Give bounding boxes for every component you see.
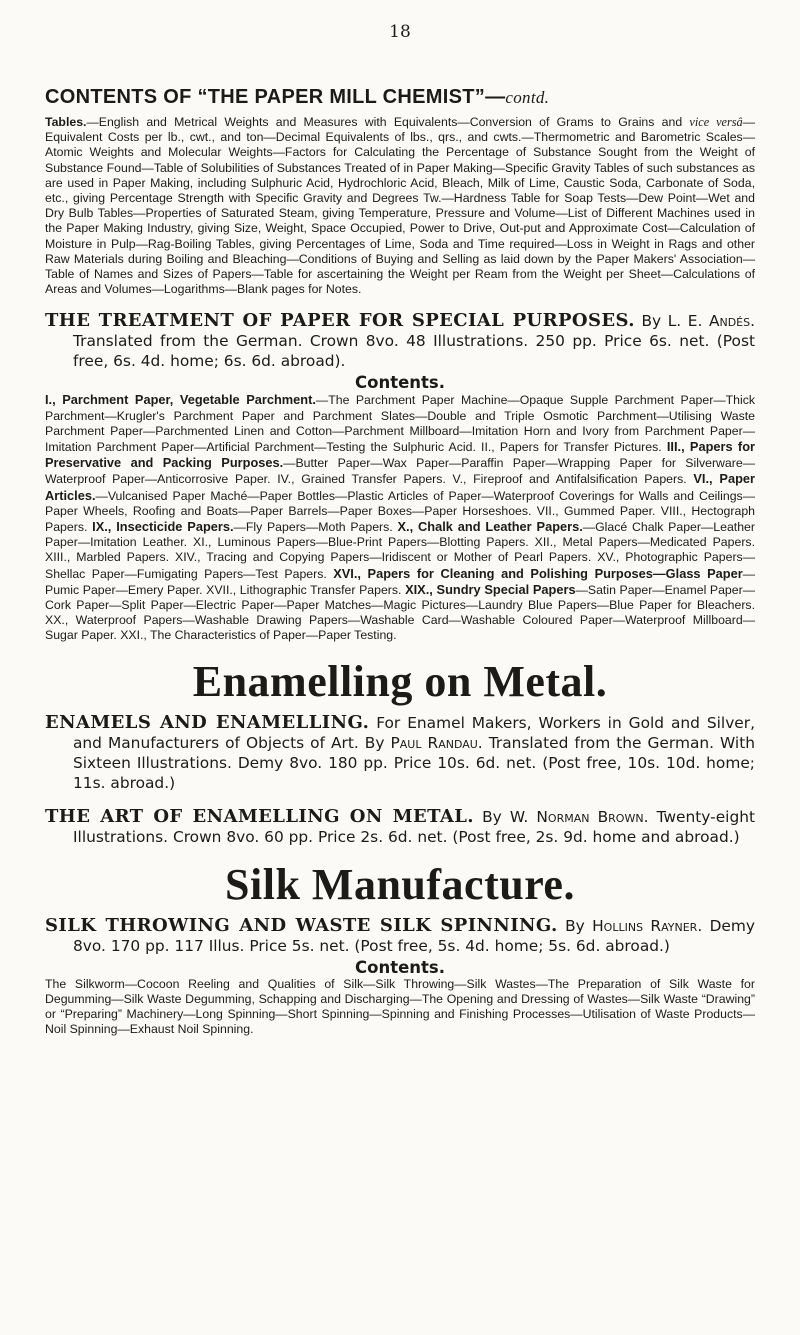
- contents-head: IX., Insecticide Papers.: [92, 519, 234, 535]
- contents-body: —Butter Paper—Wax Paper—Paraffin Paper—Wrapping Paper for Silverware—Waterproof Paper—Anticorrosive Paper. IV., Grained Transfer Papers. V., Fireproof and Antifalsification Papers.: [45, 456, 756, 487]
- contents-body: —Vulcanised Paper Maché—Paper Bottles—Plastic Articles of Paper—Waterproof Coverings for Walls and Ceilings—Paper Wheels, Roofing and Boats—Paper Barrels—Paper Boxes—Paper Horseshoes. VII., Gummed Paper. VIII., Hectograph Papers.: [45, 488, 755, 535]
- book-by: By L. E.: [634, 312, 709, 331]
- book-art-of-enamelling: [45, 807, 755, 847]
- contents-label: Contents.: [355, 957, 445, 977]
- contents-body: II., Papers for Transfer Pictures.: [481, 440, 667, 455]
- contents-heading: [45, 86, 755, 109]
- book-text-b: Twenty-eight Illustrations. Crown 8vo. 60 pp. Price 2s. 6d. net. (Post free, 2s. 9d. home and abroad.): [73, 807, 755, 846]
- book-text-b: Translated from the German. With Sixteen Illustrations. Demy 8vo. 180 pp. Price 10s. 6d. net. (Post free, 10s. 10d. home; 11s. abroad.): [73, 733, 755, 792]
- tables-paragraph: [45, 115, 755, 297]
- book-text-b: Demy 8vo. 170 pp. 117 Illus. Price 5s. net. (Post free, 5s. 4d. home; 5s. 6d. abroad.): [73, 916, 755, 955]
- contents-head: X., Chalk and Leather Papers.: [397, 519, 583, 535]
- book-details: Translated from the German. Crown 8vo. 48 Illustrations. 250 pp. Price 6s. net. (Post free, 6s. 4d. home; 6s. 6d. abroad).: [73, 332, 755, 371]
- silk-contents-paragraph: The Silkworm—Cocoon Reeling and Qualities of Silk—Silk Throwing—Silk Wastes—The Preparation of Silk Waste for Degumming—Silk Waste Degumming, Schapping and Discharging—The Opening and Dressing of Wastes—Silk Waste “Drawing” or “Preparing” Machinery—Long Spinning—Short Spinning—Spinning and Finishing Processes—Utilisation of Waste Products—Noil Spinning—Exhaust Noil Spinning.: [45, 976, 755, 1037]
- book-author: Norman Brown.: [536, 807, 649, 826]
- book-author: Andés.: [708, 312, 755, 331]
- book-author: Paul Randau.: [390, 733, 483, 752]
- book-author: Hollins Rayner.: [592, 916, 703, 935]
- contents-body: —Glacé Chalk Paper—Leather Paper—Imitation Leather. XI., Luminous Papers—Blue-Print Papers—Blotting Papers. XII., Metal Papers—Medicated Papers. XIII., Marbled Papers. XIV., Tracing and Copying Papers—Iridiscent or Mother of Pearl Papers. XV., Photographic Papers—Shellac Paper—Fumigating Papers—Test Papers.: [45, 520, 755, 581]
- contents-head: III., Papers for Preservative and Packing Purposes.: [45, 439, 755, 471]
- tables-italic: vice versâ: [689, 115, 743, 129]
- book-text-a: By W.: [473, 807, 537, 826]
- tables-label: Tables.: [45, 115, 87, 129]
- page-number: 18: [389, 22, 411, 42]
- contents-heading-contd: contd.: [505, 88, 550, 107]
- contents-body: —The Parchment Paper Machine—Opaque Supple Parchment Paper—Thick Parchment—Krugler's Parchment Paper and Parchment Slates—Double and Triple Osmotic Parchment—Utilising Waste Parchment Paper—Parchmented Linen and Cotton—Parchment Millboard—Imitation Horn and Ivory from Parchment Paper—Imitation Parchment Paper—Artificial Parchment—Testing the Sulphuric Acid.: [45, 393, 755, 455]
- book-title: THE TREATMENT OF PAPER FOR SPECIAL PURPOSES.: [45, 310, 635, 332]
- book-text-a: By: [557, 916, 593, 935]
- book-title: SILK THROWING AND WASTE SILK SPINNING.: [45, 914, 558, 936]
- book-enamels-and-enamelling: [45, 713, 755, 793]
- contents-head: VI., Paper Articles.: [45, 471, 755, 503]
- contents-label: Contents.: [355, 373, 445, 393]
- section-title-silk: Silk Manufacture.: [225, 859, 575, 909]
- tables-text-b: —Equivalent Costs per lb., cwt., and ton—Decimal Equivalents of lbs., qrs., and cwts.—Thermometric and Barometric Scales—Atomic Weights and Molecular Weights—Factors for Calculating the Percentage of Substance Sought from the Weight of Substance Found—Table of Solubilities of Substances Treated of in Paper Making—Specific Gravity Tables of such substances as are used in Paper Making, including Sulphuric Acid, Hydrochloric Acid, Bleach, Milk of Lime, Caustic Soda, Carbonate of Soda, etc., giving Percentage Strength with Specific Gravity and Degrees Tw.—Hardness Table for Soap Tests—Dew Point—Wet and Dry Bulb Tables—Properties of Saturated Steam, giving Temperature, Pressure and Volume—List of Different Machines used in the Paper Making Industry, giving Size, Weight, Space Occupied, Power to Drive, Out-put and Approximate Cost—Calculation of Moisture in Pulp—Rag-Boiling Tables, giving Percentages of Lime, Soda and Time required—Loss in Weight in Rags and other Raw Materials during Boiling and Bleaching—Conditions of Buying and Selling as laid down by the Paper Makers' Association—Table of Names and Sizes of Papers—Table for ascertaining the Weight per Ream from the Weight per Sheet—Calculations of Areas and Volumes—Logarithms—Blank pages for Notes.: [45, 115, 755, 297]
- book-silk-throwing: [45, 916, 755, 956]
- section-title-enamelling: Enamelling on Metal.: [192, 656, 608, 706]
- contents-heading-title: CONTENTS OF “THE PAPER MILL CHEMIST”—: [45, 86, 506, 108]
- book-title: ENAMELS AND ENAMELLING.: [45, 711, 370, 733]
- treatment-contents-paragraph: [45, 392, 755, 643]
- tables-text-a: —English and Metrical Weights and Measures with Equivalents—Conversion of Grams to Grains and: [86, 115, 690, 129]
- contents-head: XIX., Sundry Special Papers: [405, 581, 576, 597]
- contents-head: XVI., Papers for Cleaning and Polishing Purposes—Glass Paper: [333, 565, 743, 581]
- book-text-a: For Enamel Makers, Workers in Gold and Silver, and Manufacturers of Objects of Art. By: [73, 713, 755, 752]
- contents-body: —Pumic Paper—Emery Paper. XVII., Lithographic Transfer Papers.: [45, 566, 755, 597]
- contents-head: I., Parchment Paper, Vegetable Parchment.: [45, 392, 316, 408]
- book-treatment-of-paper: [45, 311, 755, 371]
- book-title: THE ART OF ENAMELLING ON METAL.: [45, 805, 474, 827]
- contents-body: —Satin Paper—Enamel Paper—Cork Paper—Split Paper—Electric Paper—Paper Matches—Magic Pictures—Laundry Blue Papers—Blue Paper for Bleachers. XX., Waterproof Papers—Washable Drawing Papers—Washable Card—Washable Coloured Paper—Waterproof Millboard—Sugar Paper. XXI., The Characteristics of Paper—Paper Testing.: [45, 582, 756, 643]
- contents-body: —Fly Papers—Moth Papers.: [233, 520, 398, 535]
